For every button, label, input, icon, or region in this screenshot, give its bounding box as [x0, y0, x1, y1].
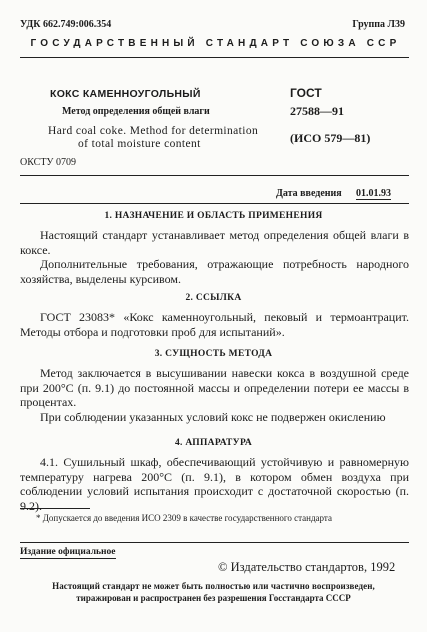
title-en-line-1: Hard coal coke. Method for determination — [48, 125, 259, 137]
header-divider — [20, 57, 409, 58]
subtitle-ru: Метод определения общей влаги — [62, 106, 210, 117]
okstu-code: ОКСТУ 0709 — [20, 157, 77, 168]
gost-number: 27588—91 — [290, 104, 344, 118]
section-2-paragraph-1: ГОСТ 23083* «Кокс каменноугольный, пековый и термоантрацит. Методы отбора и подготовки проб для испытаний». — [20, 310, 409, 339]
group-code: Группа Л39 — [352, 19, 405, 30]
effective-date-value: 01.01.93 — [356, 188, 391, 199]
reproduction-notice-line-1: Настоящий стандарт не может быть полностью или частично воспроизведен, — [52, 581, 375, 591]
iso-reference: (ИСО 579—81) — [290, 131, 371, 145]
section-4-body — [20, 455, 409, 513]
title-en-line-2: of total moisture content — [78, 138, 201, 150]
reproduction-notice-line-2: тиражирован и распространен без разрешения Госстандарта СССР — [76, 593, 351, 603]
effective-date-label: Дата введения — [276, 188, 342, 199]
section-2-body — [20, 310, 409, 339]
official-edition: Издание официальное — [20, 547, 116, 557]
section-3-paragraph-1: Метод заключается в высушивании навески кокса в воздушной среде при 200°С (п. 9.1) до постоянной массы и определении потери ее массы в процентах. — [20, 366, 409, 409]
section-4-title: 4. АППАРАТУРА — [174, 438, 253, 448]
footnote-divider — [20, 542, 409, 543]
udk-code: УДК 662.749:006.354 — [20, 19, 112, 30]
gost-label: ГОСТ — [290, 86, 322, 100]
section-3-paragraph-2: При соблюдении указанных условий кокс не подвержен окислению — [40, 409, 386, 424]
section-2-title: 2. ССЫЛКА — [185, 293, 242, 303]
section-3-body — [20, 366, 409, 424]
copyright: © Издательство стандартов, 1992 — [218, 560, 396, 574]
section-4-paragraph-1: 4.1. Сушильный шкаф, обеспечивающий устойчивую и равномерную температуру нагрева 200°С (п. 9.1), в котором обмен воздуха при соблюдении условий испытания происходит с достаточной скоростью (п. 9.2). — [20, 455, 409, 513]
title-ru: КОКС КАМЕННОУГОЛЬНЫЙ — [50, 88, 201, 100]
date-divider — [20, 203, 409, 204]
section-1-title: 1. НАЗНАЧЕНИЕ И ОБЛАСТЬ ПРИМЕНЕНИЯ — [104, 211, 323, 221]
footnote-rule — [20, 508, 90, 509]
section-3-title: 3. СУЩНОСТЬ МЕТОДА — [154, 349, 273, 359]
section-1-paragraph-1: Настоящий стандарт устанавливает метод определения общей влаги в коксе. — [20, 228, 409, 257]
section-1-paragraph-2: Дополнительные требования, отражающие потребность народного хозяйства, выделены курсивом. — [20, 257, 409, 286]
state-standard-banner: ГОСУДАРСТВЕННЫЙ СТАНДАРТ СОЮЗА ССР — [30, 38, 401, 49]
footnote: * Допускается до введения ИСО 2309 в качестве государственного стандарта — [36, 513, 332, 523]
okstu-divider — [20, 175, 409, 176]
section-1-body — [20, 228, 409, 286]
